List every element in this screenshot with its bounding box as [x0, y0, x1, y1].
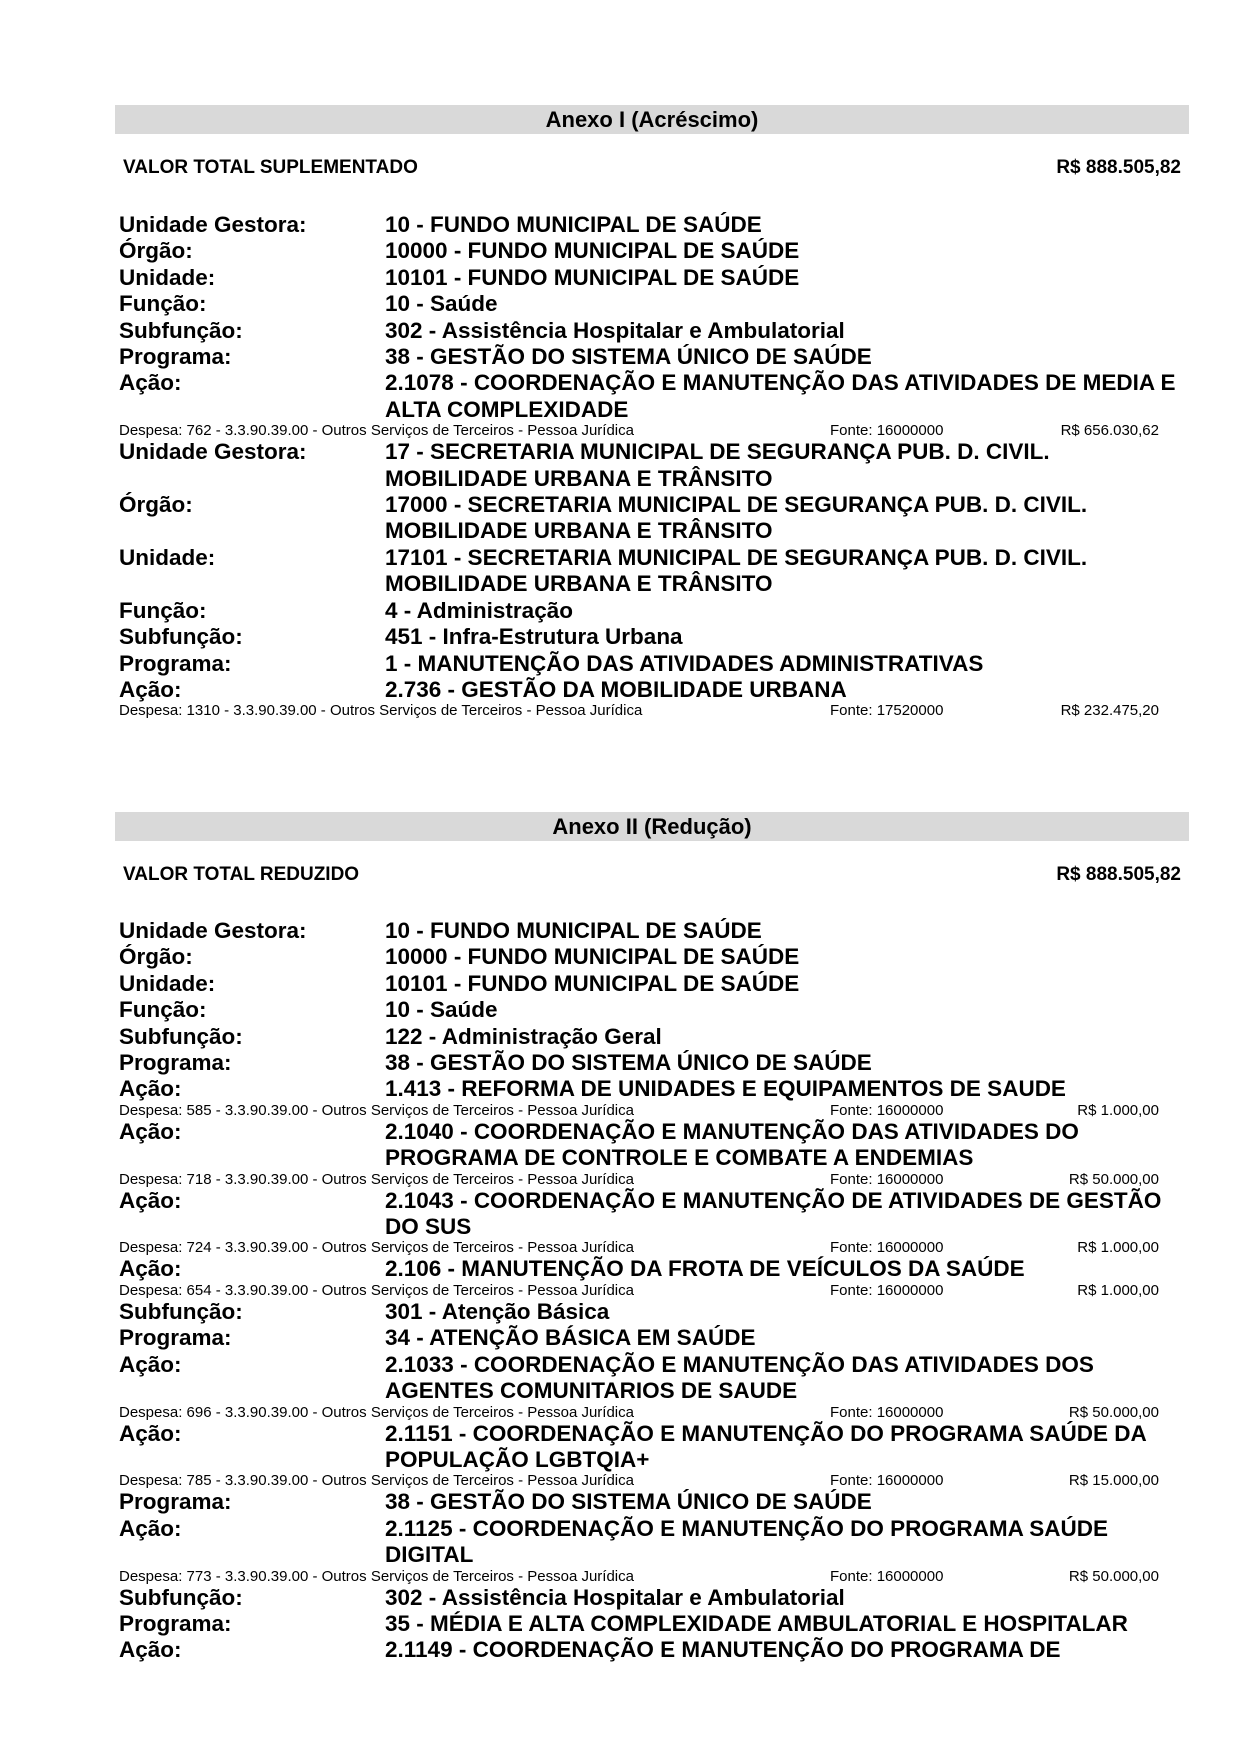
- field-label: Programa:: [119, 1489, 232, 1515]
- field-row: [119, 1585, 1179, 1611]
- field-row: [119, 318, 1179, 344]
- despesa-line: [119, 1405, 1179, 1421]
- despesa-line: [119, 423, 1179, 439]
- field-row: [119, 1516, 1179, 1569]
- anexo2-total: [123, 864, 1181, 886]
- field-row: [119, 439, 1179, 492]
- field-value: 10000 - FUNDO MUNICIPAL DE SAÚDE: [385, 238, 800, 264]
- field-label: Função:: [119, 291, 207, 317]
- field-value: 451 - Infra-Estrutura Urbana: [385, 624, 683, 650]
- field-label: Ação:: [119, 1187, 182, 1213]
- field-label: Subfunção:: [119, 624, 243, 650]
- field-label: Ação:: [119, 1256, 182, 1282]
- field-value: 2.106 - MANUTENÇÃO DA FROTA DE VEÍCULOS DA SAÚDE: [385, 1256, 1025, 1282]
- field-row: [119, 1352, 1179, 1405]
- field-value: 17000 - SECRETARIA MUNICIPAL DE SEGURANÇA PUB. D. CIVIL. MOBILIDADE URBANA E TRÂNSITO: [385, 492, 1088, 544]
- despesa-text: Despesa: 785 - 3.3.90.39.00 - Outros Serviços de Terceiros - Pessoa Jurídica: [119, 1472, 634, 1490]
- field-label: Ação:: [119, 1515, 182, 1541]
- despesa-fonte: Fonte: 16000000: [830, 1239, 944, 1257]
- field-row: [119, 1299, 1179, 1325]
- anexo1-total: [123, 157, 1181, 179]
- despesa-fonte: Fonte: 16000000: [830, 1567, 944, 1585]
- field-value: 10000 - FUNDO MUNICIPAL DE SAÚDE: [385, 944, 800, 970]
- field-value: 10101 - FUNDO MUNICIPAL DE SAÚDE: [385, 970, 800, 996]
- anexo1-section: [119, 212, 1179, 719]
- field-label: Ação:: [119, 676, 182, 702]
- despesa-fonte: Fonte: 16000000: [830, 1281, 944, 1299]
- despesa-valor: R$ 1.000,00: [1077, 1101, 1159, 1119]
- field-label: Ação:: [119, 1076, 182, 1102]
- field-row: [119, 1611, 1179, 1637]
- field-label: Ação:: [119, 1118, 182, 1144]
- field-label: Órgão:: [119, 238, 193, 264]
- field-row: [119, 1325, 1179, 1351]
- anexo1-title: Anexo I (Acréscimo): [115, 105, 1189, 134]
- field-row: [119, 265, 1179, 291]
- field-value: 38 - GESTÃO DO SISTEMA ÚNICO DE SAÚDE: [385, 344, 872, 370]
- despesa-line: [119, 1240, 1179, 1256]
- field-row: [119, 918, 1179, 944]
- field-row: [119, 598, 1179, 624]
- field-label: Subfunção:: [119, 1298, 243, 1324]
- field-row: [119, 1489, 1179, 1515]
- anexo2-section: [119, 918, 1179, 1664]
- field-label: Função:: [119, 997, 207, 1023]
- despesa-valor: R$ 15.000,00: [1068, 1472, 1159, 1490]
- field-label: Ação:: [119, 1351, 182, 1377]
- field-row: [119, 344, 1179, 370]
- field-value: 302 - Assistência Hospitalar e Ambulatorial: [385, 1584, 845, 1610]
- field-value: 2.1151 - COORDENAÇÃO E MANUTENÇÃO DO PROGRAMA SAÚDE DA POPULAÇÃO LGBTQIA+: [385, 1420, 1146, 1472]
- field-value: 10 - Saúde: [385, 997, 498, 1023]
- field-value: 122 - Administração Geral: [385, 1023, 662, 1049]
- field-label: Subfunção:: [119, 317, 243, 343]
- despesa-valor: R$ 232.475,20: [1060, 702, 1159, 720]
- field-label: Programa:: [119, 1050, 232, 1076]
- despesa-text: Despesa: 654 - 3.3.90.39.00 - Outros Serviços de Terceiros - Pessoa Jurídica: [119, 1281, 634, 1299]
- despesa-text: Despesa: 1310 - 3.3.90.39.00 - Outros Serviços de Terceiros - Pessoa Jurídica: [119, 702, 643, 720]
- despesa-line: [119, 1569, 1179, 1585]
- field-value: 10 - FUNDO MUNICIPAL DE SAÚDE: [385, 212, 762, 237]
- despesa-line: [119, 1283, 1179, 1299]
- despesa-text: Despesa: 696 - 3.3.90.39.00 - Outros Serviços de Terceiros - Pessoa Jurídica: [119, 1403, 634, 1421]
- field-value: 10 - FUNDO MUNICIPAL DE SAÚDE: [385, 918, 762, 943]
- field-label: Unidade:: [119, 970, 216, 996]
- field-value: 10 - Saúde: [385, 291, 498, 317]
- despesa-valor: R$ 50.000,00: [1068, 1170, 1159, 1188]
- field-row: [119, 1256, 1179, 1282]
- field-row: [119, 1188, 1179, 1241]
- field-row: [119, 370, 1179, 423]
- field-label: Programa:: [119, 344, 232, 370]
- despesa-text: Despesa: 724 - 3.3.90.39.00 - Outros Serviços de Terceiros - Pessoa Jurídica: [119, 1239, 634, 1257]
- field-value: 2.1078 - COORDENAÇÃO E MANUTENÇÃO DAS ATIVIDADES DE MEDIA E ALTA COMPLEXIDADE: [385, 370, 1176, 422]
- despesa-text: Despesa: 718 - 3.3.90.39.00 - Outros Serviços de Terceiros - Pessoa Jurídica: [119, 1170, 634, 1188]
- field-label: Unidade Gestora:: [119, 212, 307, 237]
- field-row: [119, 492, 1179, 545]
- field-value: 1 - MANUTENÇÃO DAS ATIVIDADES ADMINISTRATIVAS: [385, 650, 984, 676]
- field-value: 38 - GESTÃO DO SISTEMA ÚNICO DE SAÚDE: [385, 1489, 872, 1515]
- field-label: Unidade:: [119, 544, 216, 570]
- field-row: [119, 944, 1179, 970]
- anexo2-total-label: VALOR TOTAL REDUZIDO: [123, 864, 360, 885]
- despesa-fonte: Fonte: 17520000: [830, 702, 944, 720]
- field-row: [119, 212, 1179, 238]
- field-row: [119, 1024, 1179, 1050]
- field-row: [119, 651, 1179, 677]
- field-label: Função:: [119, 597, 207, 623]
- field-value: 4 - Administração: [385, 597, 573, 623]
- field-row: [119, 997, 1179, 1023]
- anexo2-title: Anexo II (Redução): [115, 812, 1189, 841]
- field-row: [119, 1421, 1179, 1474]
- field-value: 35 - MÉDIA E ALTA COMPLEXIDADE AMBULATORIAL E HOSPITALAR: [385, 1610, 1128, 1636]
- field-label: Unidade Gestora:: [119, 918, 307, 943]
- field-label: Órgão:: [119, 492, 193, 518]
- despesa-valor: R$ 50.000,00: [1068, 1567, 1159, 1585]
- despesa-line: [119, 1103, 1179, 1119]
- field-value: 2.1043 - COORDENAÇÃO E MANUTENÇÃO DE ATIVIDADES DE GESTÃO DO SUS: [385, 1187, 1162, 1240]
- field-row: [119, 1076, 1179, 1102]
- anexo1-total-value: R$ 888.505,82: [1056, 157, 1181, 178]
- field-value: 301 - Atenção Básica: [385, 1298, 610, 1324]
- field-row: [119, 1050, 1179, 1076]
- field-label: Subfunção:: [119, 1584, 243, 1610]
- field-value: 17 - SECRETARIA MUNICIPAL DE SEGURANÇA PUB. D. CIVIL. MOBILIDADE URBANA E TRÂNSITO: [385, 439, 1050, 491]
- field-label: Ação:: [119, 1420, 182, 1446]
- field-label: Programa:: [119, 1325, 232, 1351]
- field-value: 34 - ATENÇÃO BÁSICA EM SAÚDE: [385, 1325, 756, 1351]
- despesa-valor: R$ 50.000,00: [1068, 1403, 1159, 1421]
- field-label: Unidade:: [119, 264, 216, 290]
- field-value: 2.1149 - COORDENAÇÃO E MANUTENÇÃO DO PROGRAMA DE: [385, 1637, 1061, 1663]
- field-row: [119, 291, 1179, 317]
- field-value: 2.1033 - COORDENAÇÃO E MANUTENÇÃO DAS ATIVIDADES DOS AGENTES COMUNITARIOS DE SAUDE: [385, 1351, 1094, 1404]
- despesa-valor: R$ 656.030,62: [1060, 422, 1159, 440]
- field-row: [119, 677, 1179, 703]
- despesa-text: Despesa: 762 - 3.3.90.39.00 - Outros Serviços de Terceiros - Pessoa Jurídica: [119, 422, 634, 440]
- despesa-valor: R$ 1.000,00: [1077, 1281, 1159, 1299]
- field-value: 2.736 - GESTÃO DA MOBILIDADE URBANA: [385, 676, 847, 702]
- despesa-fonte: Fonte: 16000000: [830, 1101, 944, 1119]
- field-row: [119, 624, 1179, 650]
- despesa-line: [119, 703, 1179, 719]
- field-label: Subfunção:: [119, 1023, 243, 1049]
- field-label: Unidade Gestora:: [119, 439, 307, 465]
- field-value: 2.1040 - COORDENAÇÃO E MANUTENÇÃO DAS ATIVIDADES DO PROGRAMA DE CONTROLE E COMBATE A ENDEMIAS: [385, 1118, 1079, 1171]
- field-value: 38 - GESTÃO DO SISTEMA ÚNICO DE SAÚDE: [385, 1050, 872, 1076]
- despesa-text: Despesa: 773 - 3.3.90.39.00 - Outros Serviços de Terceiros - Pessoa Jurídica: [119, 1567, 634, 1585]
- field-value: 302 - Assistência Hospitalar e Ambulatorial: [385, 317, 845, 343]
- despesa-text: Despesa: 585 - 3.3.90.39.00 - Outros Serviços de Terceiros - Pessoa Jurídica: [119, 1101, 634, 1119]
- despesa-line: [119, 1172, 1179, 1188]
- field-label: Órgão:: [119, 944, 193, 970]
- field-label: Programa:: [119, 650, 232, 676]
- field-value: 2.1125 - COORDENAÇÃO E MANUTENÇÃO DO PROGRAMA SAÚDE DIGITAL: [385, 1515, 1108, 1568]
- field-row: [119, 971, 1179, 997]
- field-value: 10101 - FUNDO MUNICIPAL DE SAÚDE: [385, 264, 800, 290]
- despesa-fonte: Fonte: 16000000: [830, 1472, 944, 1490]
- anexo2-total-value: R$ 888.505,82: [1056, 864, 1181, 885]
- field-row: [119, 1119, 1179, 1172]
- field-value: 1.413 - REFORMA DE UNIDADES E EQUIPAMENTOS DE SAUDE: [385, 1076, 1066, 1102]
- field-label: Ação:: [119, 1637, 182, 1663]
- field-label: Ação:: [119, 370, 182, 396]
- despesa-valor: R$ 1.000,00: [1077, 1239, 1159, 1257]
- field-row: [119, 545, 1179, 598]
- despesa-fonte: Fonte: 16000000: [830, 1170, 944, 1188]
- despesa-fonte: Fonte: 16000000: [830, 1403, 944, 1421]
- despesa-fonte: Fonte: 16000000: [830, 422, 944, 440]
- field-label: Programa:: [119, 1610, 232, 1636]
- field-row: [119, 238, 1179, 264]
- despesa-line: [119, 1473, 1179, 1489]
- anexo1-total-label: VALOR TOTAL SUPLEMENTADO: [123, 157, 418, 178]
- field-row: [119, 1637, 1179, 1663]
- field-value: 17101 - SECRETARIA MUNICIPAL DE SEGURANÇA PUB. D. CIVIL. MOBILIDADE URBANA E TRÂNSITO: [385, 544, 1088, 597]
